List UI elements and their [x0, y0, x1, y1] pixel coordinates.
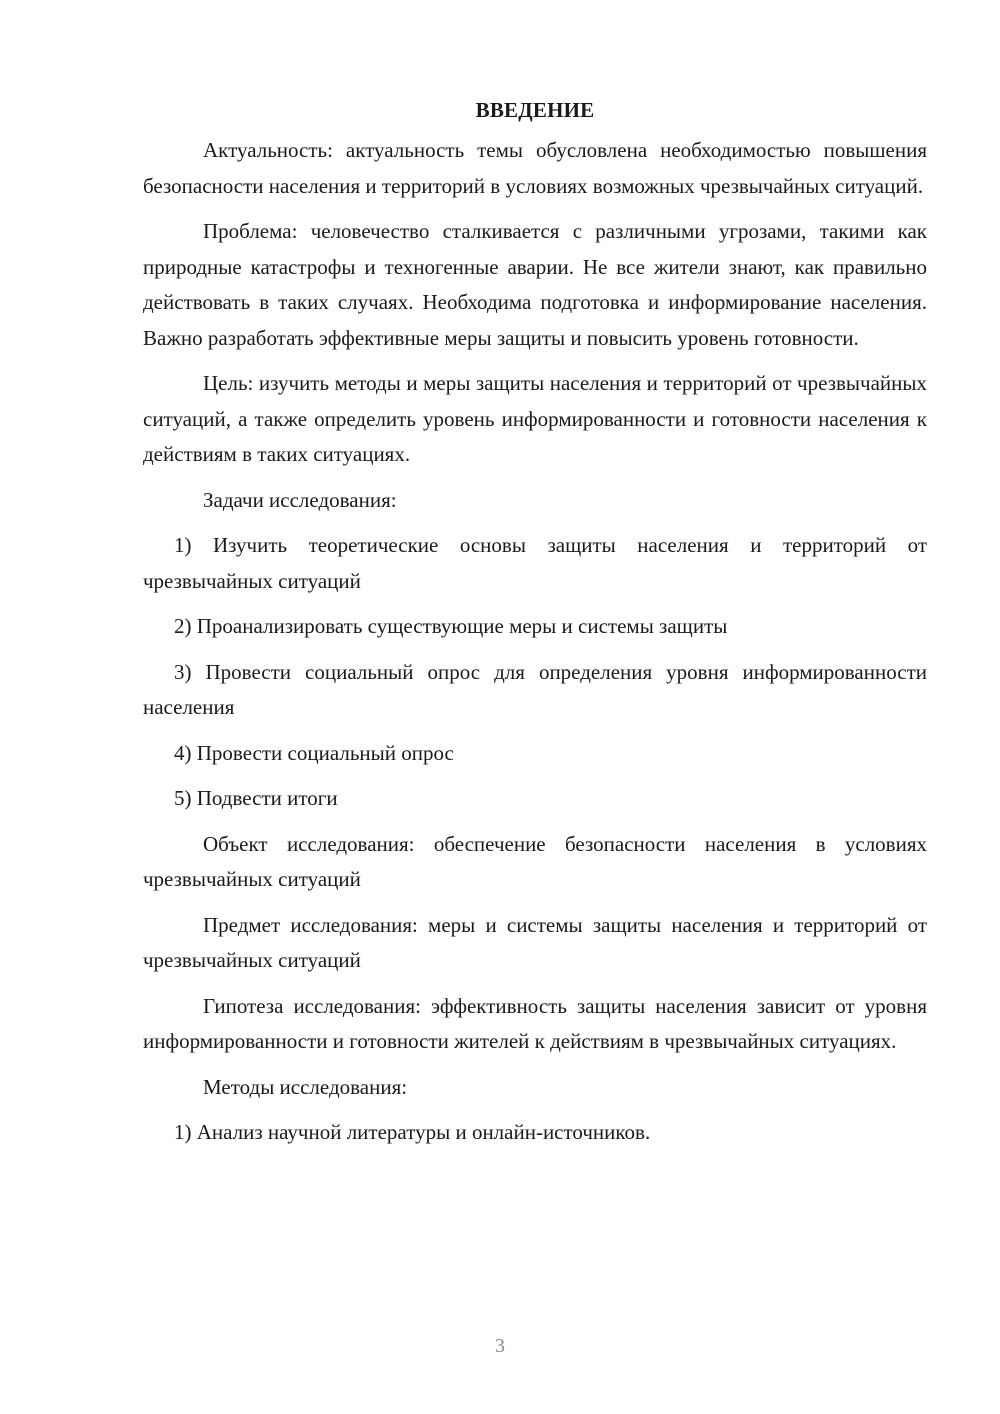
methods-title: Методы исследования:	[203, 1074, 408, 1099]
page-number: 3	[495, 1335, 505, 1357]
section-heading: ВВЕДЕНИЕ	[475, 98, 595, 122]
tasks-title: Задачи исследования:	[203, 487, 397, 512]
task-item: 1) Изучить теоретические основы защиты населения и территорий от чрезвычайных ситуаций	[143, 533, 927, 593]
object-paragraph: Объект исследования: обеспечение безопасности населения в условиях чрезвычайных ситуаций	[143, 831, 927, 891]
problem-paragraph: Проблема: человечество сталкивается с различными угрозами, такими как природные катастрофы и техногенные аварии. Не все жители знают, как правильно действовать в таких случаях. Необходима подготовка и информирование населения. Важно разработать эффективные меры защиты и повысить уровень готовности.	[143, 219, 927, 350]
task-item: 4) Провести социальный опрос	[174, 740, 454, 765]
method-item: 1) Анализ научной литературы и онлайн-источников.	[174, 1120, 651, 1144]
page-content	[143, 96, 927, 1161]
task-item: 5) Подвести итоги	[174, 786, 338, 810]
goal-paragraph: Цель: изучить методы и меры защиты населения и территорий от чрезвычайных ситуаций, а также определить уровень информированности и готовности населения к действиям в таких ситуациях.	[143, 371, 927, 466]
hypothesis-paragraph: Гипотеза исследования: эффективность защиты населения зависит от уровня информированности и готовности жителей к действиям в чрезвычайных ситуациях.	[143, 993, 927, 1053]
subject-paragraph: Предмет исследования: меры и системы защиты населения и территорий от чрезвычайных ситуаций	[143, 912, 927, 972]
task-item: 3) Провести социальный опрос для определения уровня информированности населения	[143, 659, 927, 719]
relevance-paragraph: Актуальность: актуальность темы обусловлена необходимостью повышения безопасности населения и территорий в условиях возможных чрезвычайных ситуаций.	[143, 138, 927, 198]
task-item: 2) Проанализировать существующие меры и системы защиты	[174, 614, 728, 638]
